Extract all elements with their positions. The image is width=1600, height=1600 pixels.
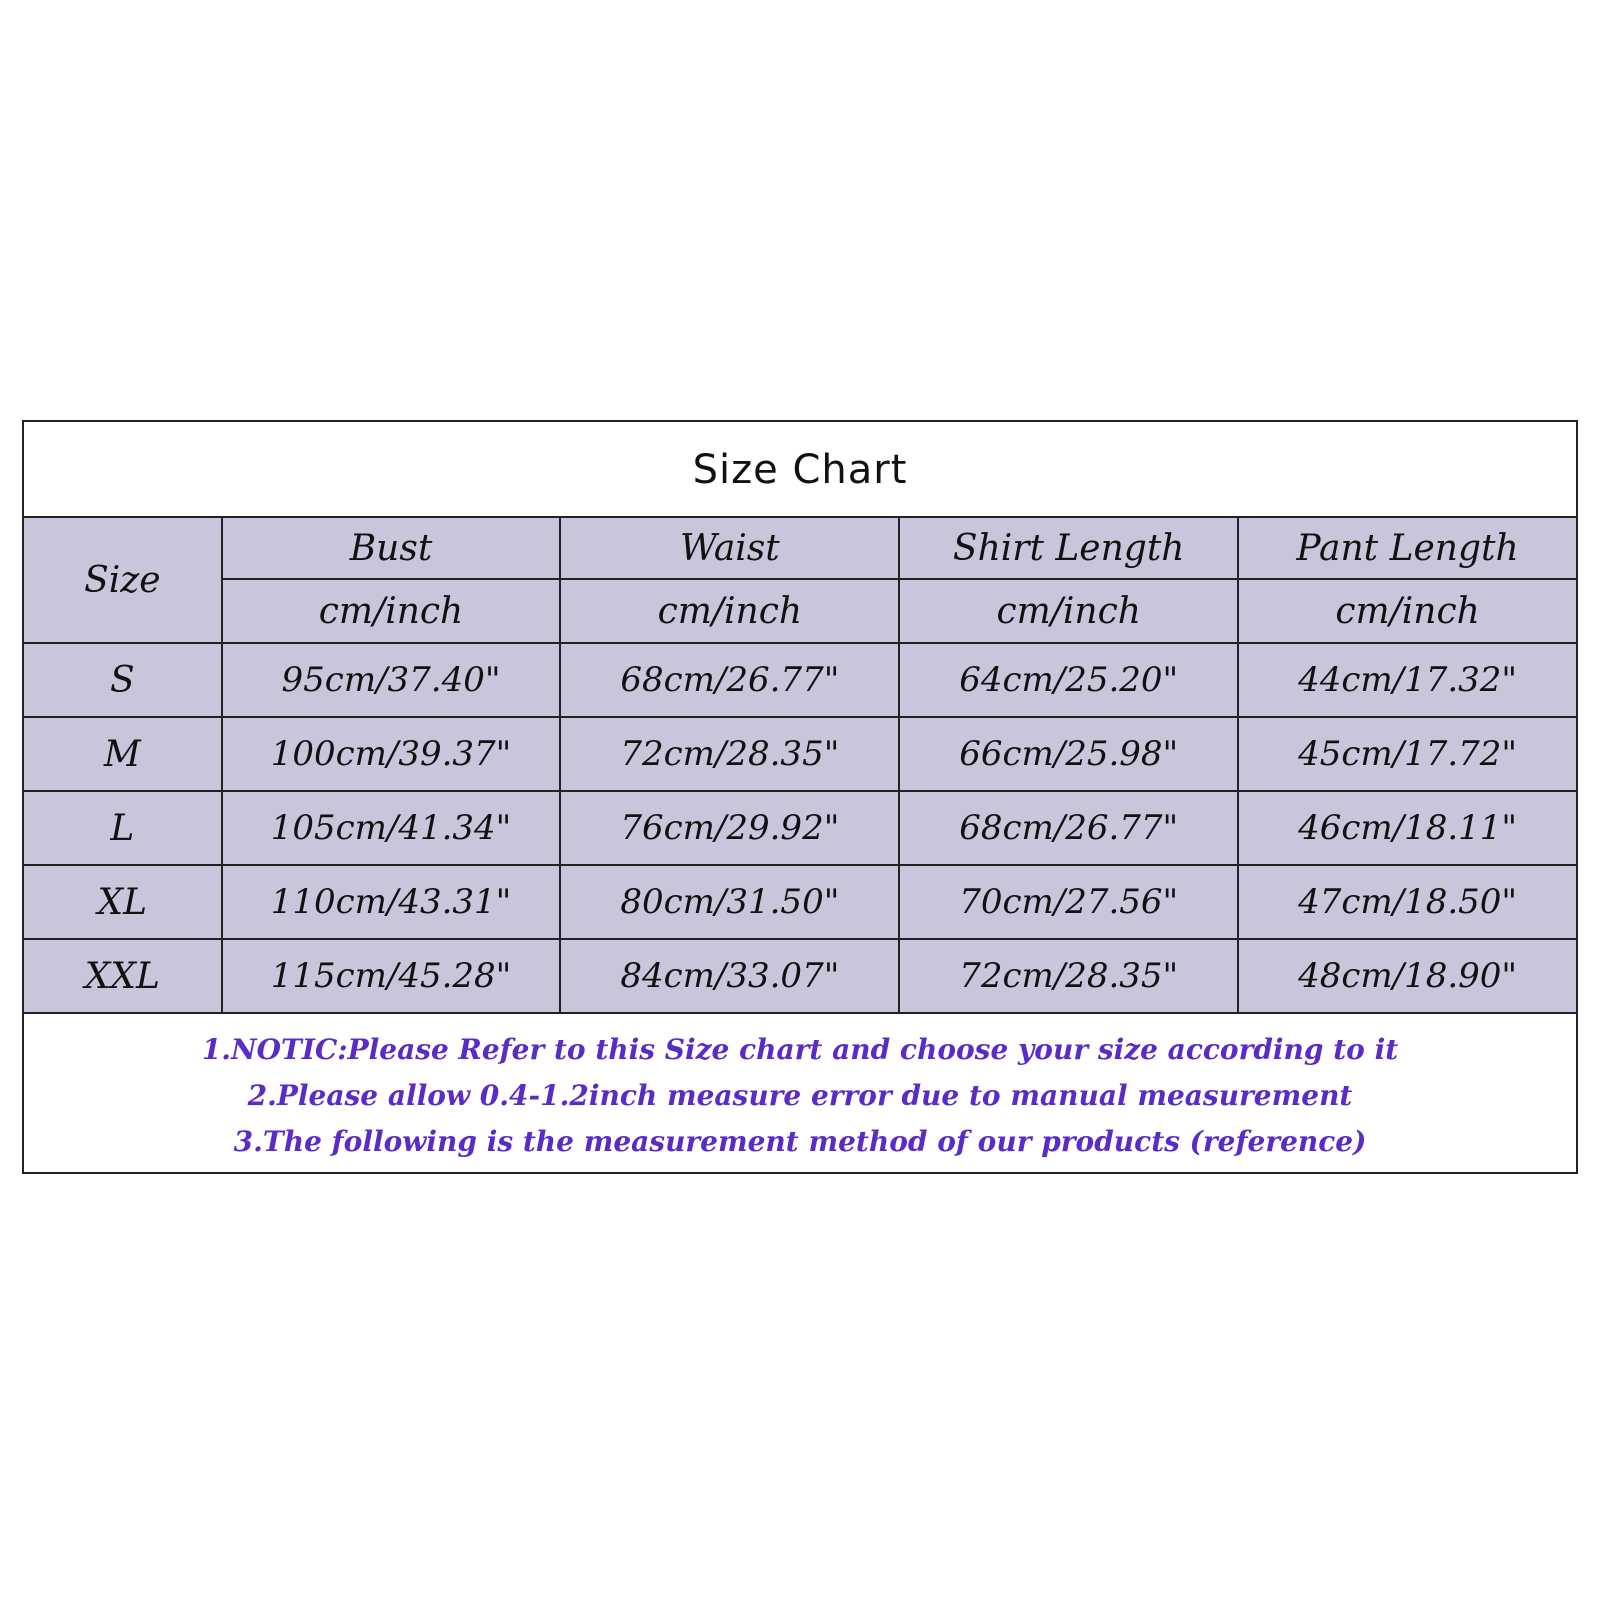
table-cell-bust: 105cm/41.34" [222, 791, 561, 865]
table-cell-pant-length: 45cm/17.72" [1238, 717, 1577, 791]
table-cell-bust: 100cm/39.37" [222, 717, 561, 791]
table-cell-waist: 68cm/26.77" [560, 643, 899, 717]
note-line-3: 3.The following is the measurement method of our products (reference) [233, 1125, 1367, 1158]
table-cell-waist: 84cm/33.07" [560, 939, 899, 1013]
table-cell-pant-length: 47cm/18.50" [1238, 865, 1577, 939]
table-cell-bust: 110cm/43.31" [222, 865, 561, 939]
table-row-xl [23, 865, 1577, 939]
table-row-s [23, 643, 1577, 717]
table-cell-pant-length: 46cm/18.11" [1238, 791, 1577, 865]
size-label: M [23, 717, 222, 791]
column-header-waist: Waist [560, 517, 899, 579]
table-cell-waist: 72cm/28.35" [560, 717, 899, 791]
size-table [22, 516, 1578, 1014]
unit-label: cm/inch [560, 579, 899, 643]
chart-title: Size Chart [692, 447, 908, 493]
table-cell-pant-length: 48cm/18.90" [1238, 939, 1577, 1013]
table-cell-pant-length: 44cm/17.32" [1238, 643, 1577, 717]
table-cell-bust: 95cm/37.40" [222, 643, 561, 717]
table-row-l [23, 791, 1577, 865]
header-row [23, 517, 1577, 579]
table-row-xxl [23, 939, 1577, 1013]
table-cell-shirt-length: 68cm/26.77" [899, 791, 1238, 865]
unit-label: cm/inch [1238, 579, 1577, 643]
unit-label: cm/inch [899, 579, 1238, 643]
table-cell-shirt-length: 66cm/25.98" [899, 717, 1238, 791]
table-cell-bust: 115cm/45.28" [222, 939, 561, 1013]
table-cell-shirt-length: 72cm/28.35" [899, 939, 1238, 1013]
table-cell-waist: 76cm/29.92" [560, 791, 899, 865]
note-line-1: 1.NOTIC:Please Refer to this Size chart and choose your size according to it [201, 1033, 1399, 1066]
table-cell-shirt-length: 70cm/27.56" [899, 865, 1238, 939]
column-header-pant-length: Pant Length [1238, 517, 1577, 579]
size-label: XL [23, 865, 222, 939]
table-row-m [23, 717, 1577, 791]
column-header-bust: Bust [222, 517, 561, 579]
size-label: L [23, 791, 222, 865]
size-chart-frame [22, 420, 1578, 1174]
column-header-shirt-length: Shirt Length [899, 517, 1238, 579]
size-column-header: Size [23, 517, 222, 643]
unit-label: cm/inch [222, 579, 561, 643]
table-cell-shirt-length: 64cm/25.20" [899, 643, 1238, 717]
unit-row [23, 579, 1577, 643]
size-label: S [23, 643, 222, 717]
table-cell-waist: 80cm/31.50" [560, 865, 899, 939]
notes-section [24, 1020, 1576, 1172]
size-label: XXL [23, 939, 222, 1013]
note-line-2: 2.Please allow 0.4-1.2inch measure error due to manual measurement [247, 1079, 1353, 1112]
